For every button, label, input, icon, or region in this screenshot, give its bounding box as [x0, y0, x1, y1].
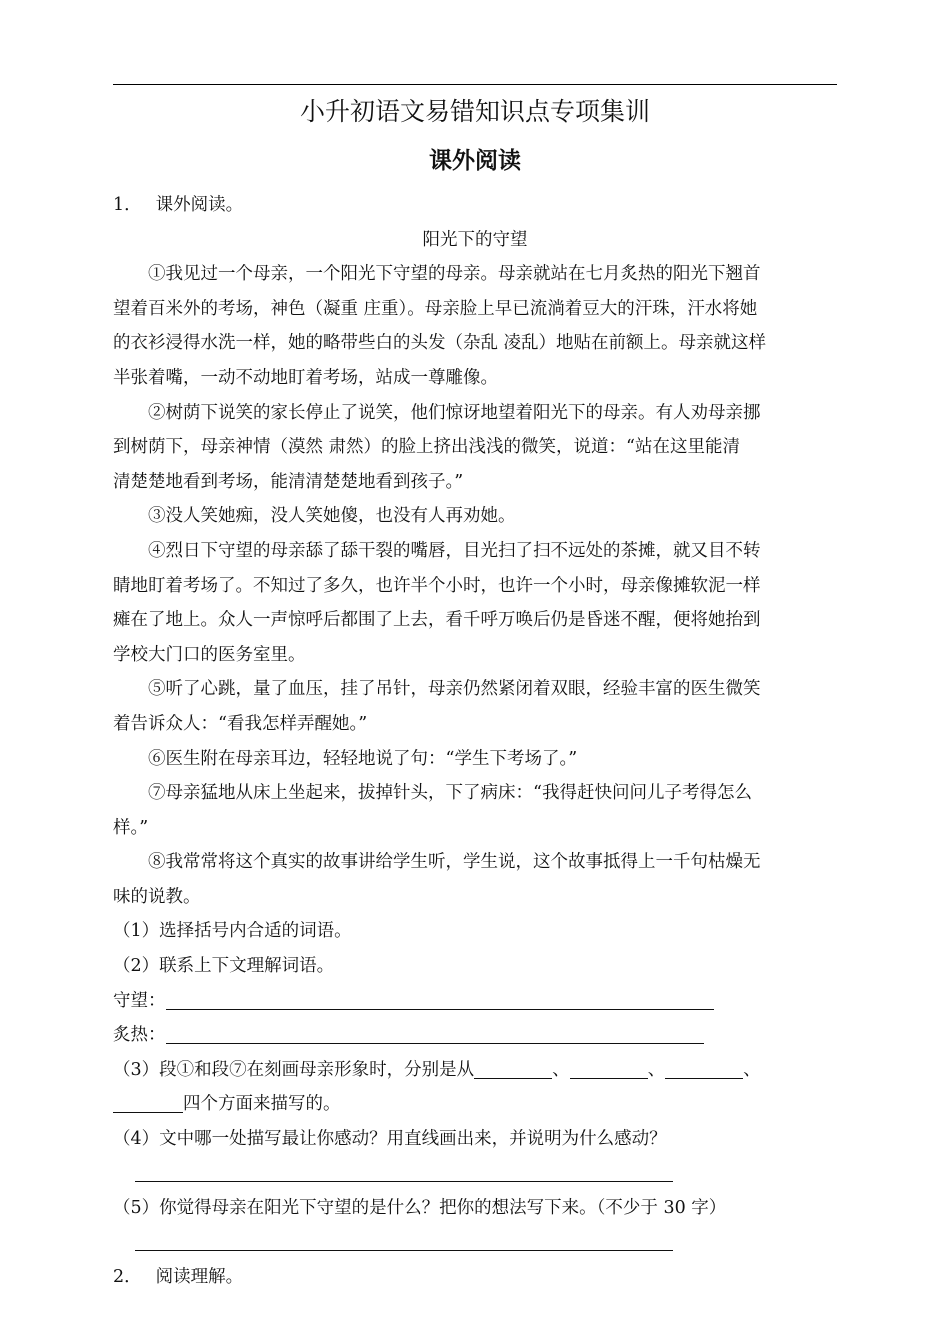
sub-question-3-line-1 — [113, 1053, 837, 1088]
separator: 、 — [743, 1059, 761, 1080]
sub-question-5-answer-row — [113, 1226, 837, 1261]
passage-line: 望着百米外的考场，神色（凝重 庄重）。母亲脸上早已流淌着豆大的汗珠，汗水将她 — [113, 298, 758, 319]
passage-line: ⑥医生附在母亲耳边，轻轻地说了句：“学生下考场了。” — [148, 748, 578, 769]
passage-line: 样。” — [113, 817, 149, 838]
passage-line: 的衣衫浸得水洗一样，她的略带些白的头发（杂乱 凌乱）地贴在前额上。母亲就这样 — [113, 333, 767, 354]
header-rule — [113, 84, 837, 85]
sub-question-3-line-2 — [113, 1087, 837, 1122]
passage-line: 瘫在了地上。众人一声惊呼后都围了上去，看千呼万唤后仍是昏迷不醒，便将她抬到 — [113, 610, 761, 631]
term-zhire-answer-blank[interactable] — [166, 1021, 704, 1044]
passage-line: ①我见过一个母亲，一个阳光下守望的母亲。母亲就站在七月炙热的阳光下翘首 — [148, 264, 761, 285]
sub-question-3-blank-1[interactable] — [474, 1056, 552, 1079]
sub-question-5: （5）你觉得母亲在阳光下守望的是什么？把你的想法写下来。（不少于 30 字） — [113, 1198, 727, 1219]
term-zhire-label: 炙热： — [113, 1025, 166, 1046]
passage-line: ③没人笑她痴，没人笑她傻，也没有人再劝她。 — [148, 506, 516, 527]
sub-question-4: （4）文中哪一处描写最让你感动？用直线画出来，并说明为什么感动？ — [113, 1129, 667, 1150]
passage-line: ⑦母亲猛地从床上坐起来，拔掉针头，下了病床：“我得赶快问问儿子考得怎么 — [148, 783, 752, 804]
doc-subtitle: 课外阅读 — [429, 148, 521, 174]
passage-title: 阳光下的守望 — [422, 229, 528, 250]
term-shouwang-label: 守望： — [113, 990, 166, 1011]
separator: 、 — [647, 1059, 666, 1080]
sub-question-4-answer-blank[interactable] — [135, 1157, 673, 1182]
sub-question-3-blank-4[interactable] — [113, 1090, 183, 1113]
term-zhire-row — [113, 1018, 837, 1053]
passage-line: 清楚楚地看到考场，能清清楚楚地看到孩子。” — [113, 471, 464, 492]
sub-question-3-blank-2[interactable] — [570, 1056, 648, 1079]
sub-question-3-suffix: 四个方面来描写的。 — [183, 1094, 341, 1115]
passage-line: 着告诉众人：“看我怎样弄醒她。” — [113, 713, 368, 734]
passage-line: 睛地盯着考场了。不知过了多久，也许半个小时，也许一个小时，母亲像摊软泥一样 — [113, 575, 761, 596]
doc-title: 小升初语文易错知识点专项集训 — [299, 97, 650, 126]
passage-line: 到树荫下，母亲神情（漠然 肃然）的脸上挤出浅浅的微笑，说道：“站在这里能清 — [113, 437, 741, 458]
question-1-heading — [113, 188, 837, 223]
passage-line: ⑧我常常将这个真实的故事讲给学生听，学生说，这个故事抵得上一千句枯燥无 — [148, 852, 761, 873]
question-1-label: 课外阅读。 — [155, 195, 244, 215]
term-shouwang-answer-blank[interactable] — [166, 987, 714, 1010]
passage-line: ④烈日下守望的母亲舔了舔干裂的嘴唇，目光扫了扫不远处的茶摊，就又目不转 — [148, 540, 761, 561]
question-1-number: 1． — [113, 195, 142, 215]
sub-question-1: （1）选择括号内合适的词语。 — [113, 921, 352, 942]
question-2-heading — [113, 1260, 837, 1295]
sub-question-3-prefix: （3）段①和段⑦在刻画母亲形象时，分别是从 — [113, 1059, 475, 1080]
passage-line: ②树荫下说笑的家长停止了说笑，他们惊讶地望着阳光下的母亲。有人劝母亲挪 — [148, 402, 761, 423]
sub-question-2: （2）联系上下文理解词语。 — [113, 956, 335, 977]
passage-line: 味的说教。 — [113, 886, 201, 907]
separator: 、 — [552, 1059, 570, 1080]
question-2-number: 2． — [113, 1267, 142, 1288]
sub-question-3-blank-3[interactable] — [665, 1056, 743, 1079]
sub-question-5-answer-blank[interactable] — [135, 1226, 673, 1251]
term-shouwang-row — [113, 984, 837, 1019]
doc-content — [113, 188, 837, 1295]
passage-line: ⑤听了心跳，量了血压，挂了吊针，母亲仍然紧闭着双眼，经验丰富的医生微笑 — [148, 679, 761, 700]
question-2-label: 阅读理解。 — [155, 1267, 244, 1288]
sub-question-4-answer-row — [113, 1157, 837, 1192]
passage-line: 学校大门口的医务室里。 — [113, 644, 306, 665]
passage-line: 半张着嘴，一动不动地盯着考场，站成一尊雕像。 — [113, 367, 498, 388]
